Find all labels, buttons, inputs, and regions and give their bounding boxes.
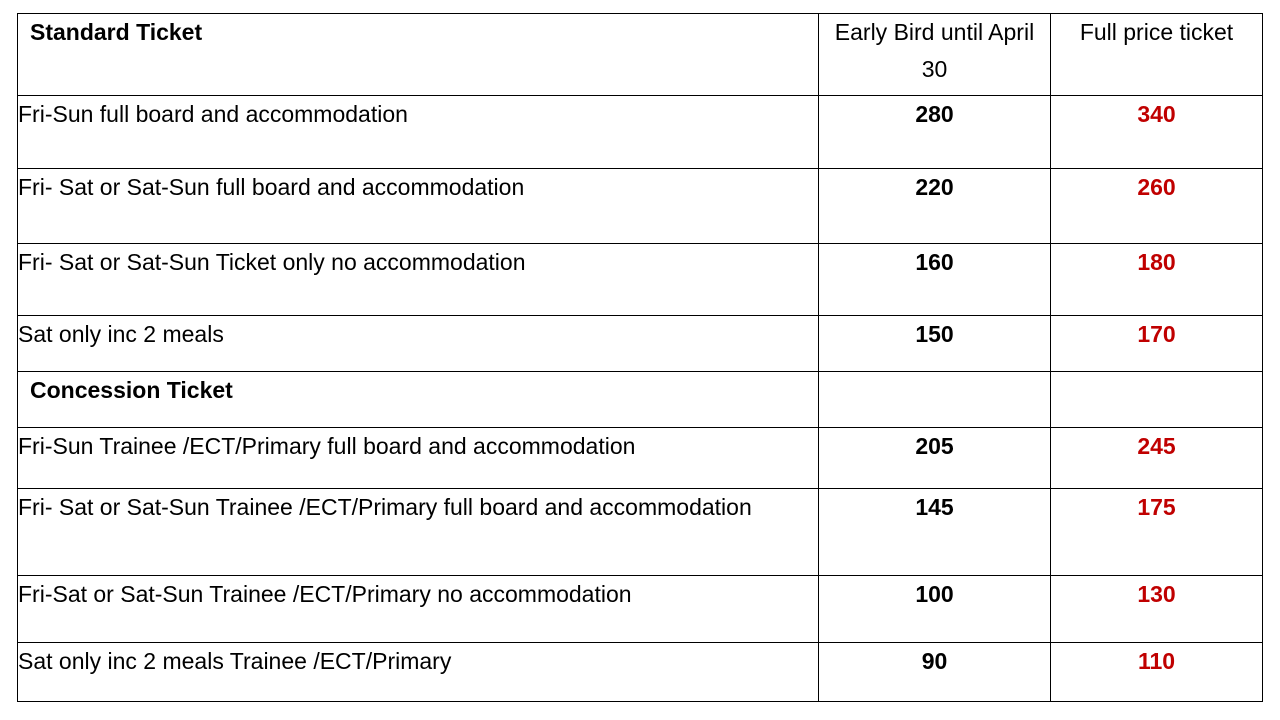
standard-ticket-heading: Standard Ticket: [18, 14, 819, 96]
empty-cell: [1051, 372, 1263, 428]
early-bird-column-header: Early Bird until April 30: [819, 14, 1051, 96]
row-label: Fri- Sat or Sat-Sun Ticket only no accommodation: [18, 244, 819, 316]
full-price: 170: [1051, 316, 1263, 372]
full-price: 260: [1051, 169, 1263, 244]
row-label: Fri-Sun Trainee /ECT/Primary full board and accommodation: [18, 428, 819, 489]
table-row: [18, 576, 1263, 643]
row-label: Fri-Sun full board and accommodation: [18, 96, 819, 169]
full-price: 245: [1051, 428, 1263, 489]
early-bird-price: 205: [819, 428, 1051, 489]
table-row: [18, 169, 1263, 244]
ticket-price-table: [17, 13, 1263, 702]
full-price: 340: [1051, 96, 1263, 169]
row-label: Sat only inc 2 meals Trainee /ECT/Primary: [18, 643, 819, 702]
header-row: [18, 14, 1263, 96]
early-bird-price: 280: [819, 96, 1051, 169]
early-bird-price: 220: [819, 169, 1051, 244]
concession-ticket-heading: Concession Ticket: [18, 372, 819, 428]
table-row: [18, 244, 1263, 316]
full-price: 130: [1051, 576, 1263, 643]
early-bird-price: 90: [819, 643, 1051, 702]
table-row: [18, 316, 1263, 372]
row-label: Fri- Sat or Sat-Sun Trainee /ECT/Primary full board and accommodation: [18, 489, 819, 576]
concession-heading-row: [18, 372, 1263, 428]
table-row: [18, 489, 1263, 576]
row-label: Sat only inc 2 meals: [18, 316, 819, 372]
full-price-column-header: Full price ticket: [1051, 14, 1263, 96]
table-row: [18, 96, 1263, 169]
row-label: Fri- Sat or Sat-Sun full board and accommodation: [18, 169, 819, 244]
early-bird-price: 145: [819, 489, 1051, 576]
full-price: 110: [1051, 643, 1263, 702]
early-bird-price: 100: [819, 576, 1051, 643]
row-label: Fri-Sat or Sat-Sun Trainee /ECT/Primary no accommodation: [18, 576, 819, 643]
full-price: 175: [1051, 489, 1263, 576]
table-row: [18, 643, 1263, 702]
full-price: 180: [1051, 244, 1263, 316]
early-bird-price: 160: [819, 244, 1051, 316]
empty-cell: [819, 372, 1051, 428]
table-row: [18, 428, 1263, 489]
early-bird-price: 150: [819, 316, 1051, 372]
